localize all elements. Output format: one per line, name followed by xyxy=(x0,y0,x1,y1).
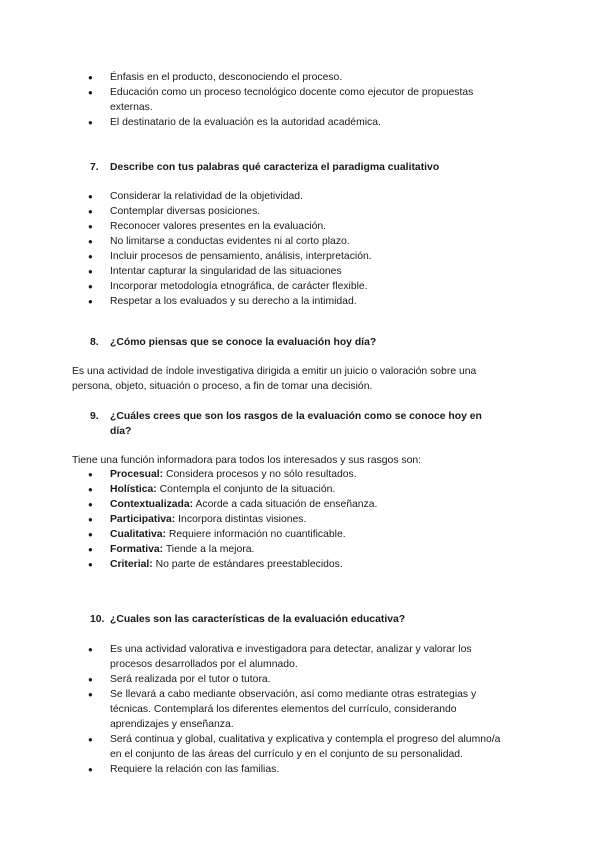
list-item: ● Considerar la relatividad de la objetividad. xyxy=(110,189,540,204)
answer-line: Es una actividad de índole investigativa dirigida a emitir un juicio o valoración sobre una xyxy=(72,366,477,377)
list-item: ● Respetar a los evaluados y su derecho a la intimidad. xyxy=(110,294,540,309)
list-item: ● No limitarse a conductas evidentes ni al corto plazo. xyxy=(110,234,540,249)
item-line: ● Será realizada por el tutor o tutora. xyxy=(110,674,271,685)
list-item xyxy=(110,467,540,482)
trait-term: Participativa: xyxy=(110,514,176,525)
question-number: 9. xyxy=(90,411,99,422)
list-item: ● El destinatario de la evaluación es la autoridad académica. xyxy=(110,115,540,130)
list-item: ● Reconocer valores presentes en la evaluación. xyxy=(110,219,540,234)
question-title: ¿Cómo piensas que se conoce la evaluación hoy día? xyxy=(110,337,377,348)
item-line: procesos desarrollados por el alumnado. xyxy=(110,659,298,670)
question-9-heading xyxy=(90,409,540,439)
item-line: en el conjunto de las áreas del currículo y en el conjunto de su personalidad. xyxy=(110,749,463,760)
list-item xyxy=(110,672,540,687)
question-7-heading xyxy=(90,160,540,175)
answer-line: persona, objeto, situación o proceso, a fin de tomar una decisión. xyxy=(72,381,373,392)
question-10-heading xyxy=(90,612,540,627)
trait-term: Procesual: xyxy=(110,469,164,480)
question-10-list xyxy=(0,642,540,777)
list-item xyxy=(110,762,540,777)
list-item xyxy=(110,542,540,557)
question-title: ¿Cuales son las características de la evaluación educativa? xyxy=(110,614,406,625)
question-9-list xyxy=(0,467,540,572)
trait-term: Formativa: xyxy=(110,544,164,555)
question-9-intro: Tiene una función informadora para todos los interesados y sus rasgos son: xyxy=(72,455,422,466)
trait-desc: Requiere información no cuantificable. xyxy=(166,529,346,540)
list-item xyxy=(110,557,540,572)
item-line: ● Requiere la relación con las familias. xyxy=(110,764,280,775)
list-item xyxy=(110,687,540,732)
list-item xyxy=(110,642,540,672)
trait-term: Holística: xyxy=(110,484,157,495)
list-item: ● Énfasis en el producto, desconociendo el proceso. xyxy=(110,70,540,85)
trait-desc: Acorde a cada situación de enseñanza. xyxy=(193,499,378,510)
item-line: ● Es una actividad valorativa e investigadora para detectar, analizar y valorar los xyxy=(110,644,472,655)
question-title-line: ¿Cuáles crees que son los rasgos de la evaluación como se conoce hoy en xyxy=(110,411,482,422)
list-item xyxy=(110,512,540,527)
list-item: ● Contemplar diversas posiciones. xyxy=(110,204,540,219)
question-number: 7. xyxy=(90,162,99,173)
question-title: Describe con tus palabras qué caracteriza el paradigma cualitativo xyxy=(110,162,440,173)
item-line: técnicas. Contemplará los diferentes elementos del currículo, considerando xyxy=(110,704,457,715)
trait-desc: Considera procesos y no sólo resultados. xyxy=(163,469,357,480)
list-item: ● Incorporar metodología etnográfica, de carácter flexible. xyxy=(110,279,540,294)
item-line: ● Se llevará a cabo mediante observación, así como mediante otras estrategias y xyxy=(110,689,477,700)
list-item xyxy=(110,527,540,542)
item-line: aprendizajes y enseñanza. xyxy=(110,719,234,730)
question-number: 10. xyxy=(90,614,105,625)
trait-term: Criterial: xyxy=(110,559,153,570)
trait-term: Contextualizada: xyxy=(110,499,194,510)
trait-desc: Tiende a la mejora. xyxy=(163,544,255,555)
list-item: ● Intentar capturar la singularidad de las situaciones xyxy=(110,264,540,279)
list-item: ● Incluir procesos de pensamiento, análisis, interpretación. xyxy=(110,249,540,264)
list-item xyxy=(110,732,540,762)
question-8-heading xyxy=(90,335,540,350)
question-8-answer xyxy=(72,364,512,394)
trait-term: Cualitativa: xyxy=(110,529,167,540)
section6-tail-list xyxy=(0,70,540,130)
trait-desc: Contempla el conjunto de la situación. xyxy=(156,484,336,495)
question-title-line: día? xyxy=(110,426,132,437)
list-item xyxy=(110,482,540,497)
trait-desc: Incorpora distintas visiones. xyxy=(175,514,307,525)
question-7-list xyxy=(0,189,540,309)
trait-desc: No parte de estándares preestablecidos. xyxy=(152,559,343,570)
list-item xyxy=(110,497,540,512)
list-item: ● Educación como un proceso tecnológico docente como ejecutor de propuestas externas. xyxy=(110,85,510,115)
item-line: ● Será continua y global, cualitativa y explicativa y contempla el progreso del alumno/a xyxy=(110,734,501,745)
question-number: 8. xyxy=(90,337,99,348)
